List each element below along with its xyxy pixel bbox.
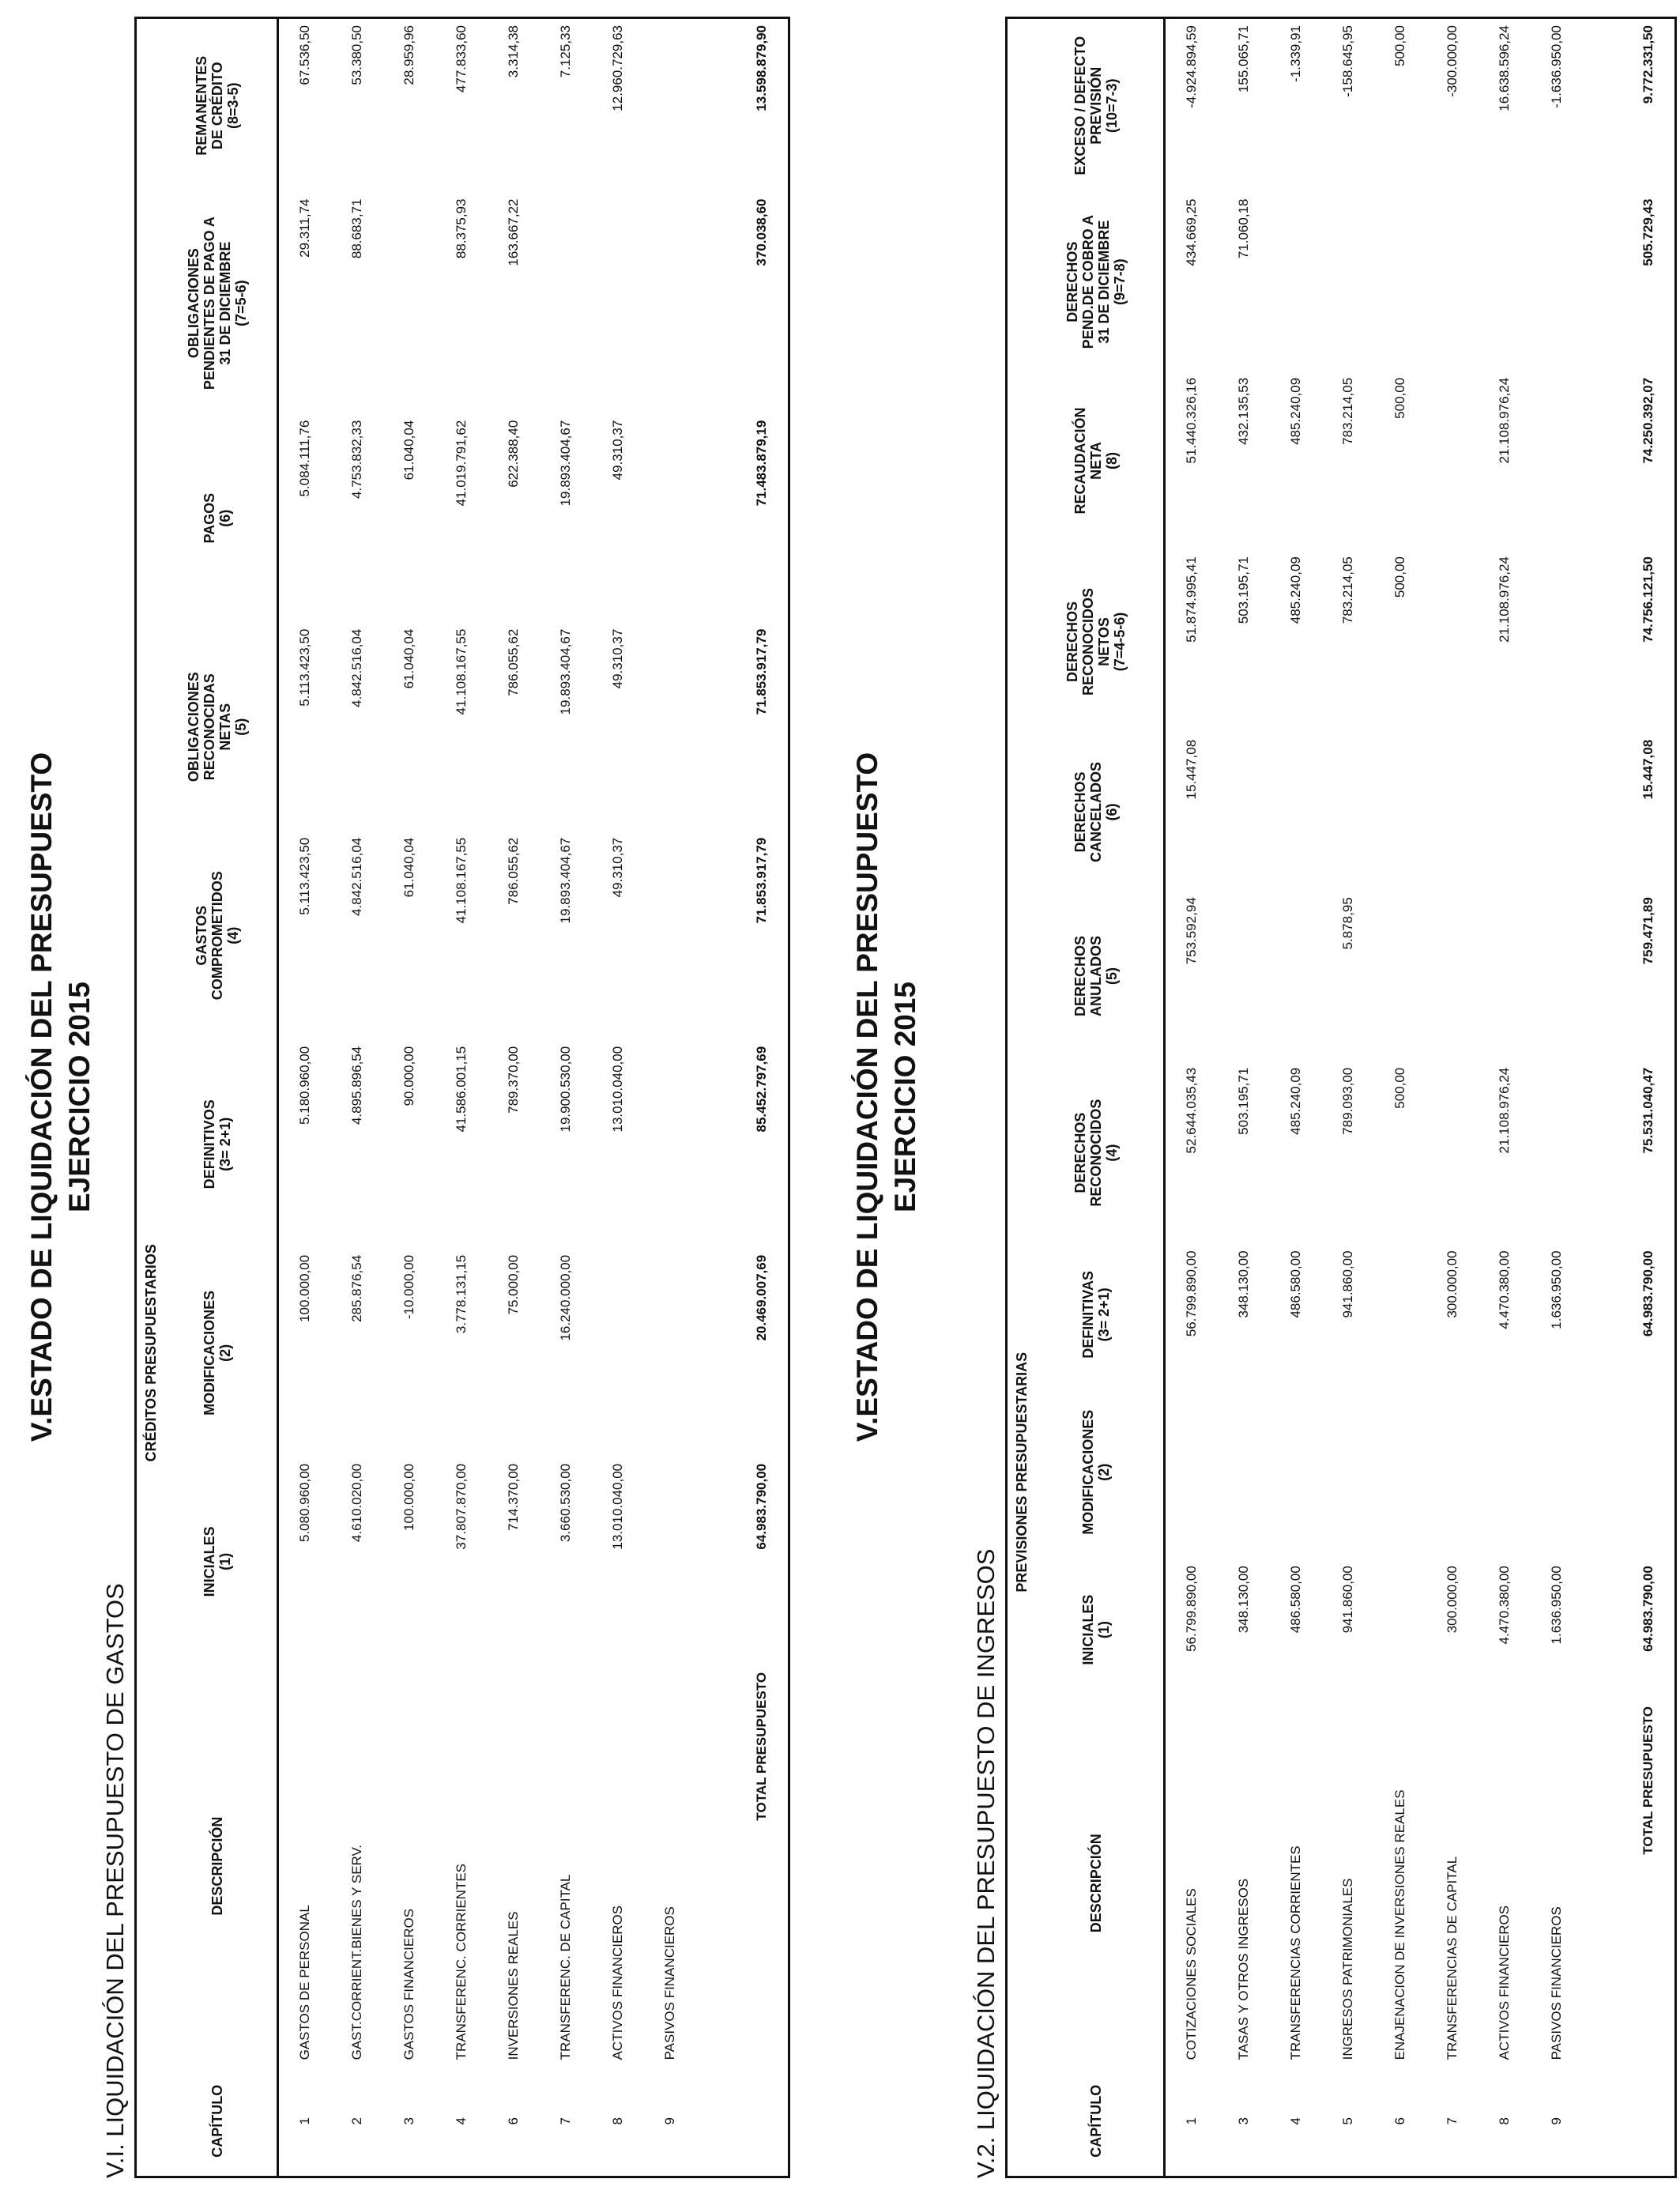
value-cell: -1.339,91 <box>1287 25 1303 82</box>
table-row <box>435 18 488 2177</box>
value-cell: 503.195,71 <box>1235 556 1251 624</box>
descripcion-cell: PASIVOS FINANCIEROS <box>1548 1906 1564 2060</box>
capitulo-cell: 1 <box>296 2117 312 2125</box>
total-value-cell: 71.853.917,79 <box>753 628 769 715</box>
value-cell <box>1374 733 1426 891</box>
capitulo-cell: 4 <box>1287 2117 1303 2125</box>
value-cell <box>1531 891 1583 1061</box>
descripcion-cell: TRANSFERENCIAS DE CAPITAL <box>1444 1856 1460 2060</box>
value-cell: 5.080.960,00 <box>296 1463 312 1543</box>
table-row <box>1270 18 1322 2177</box>
col-cancelados: DERECHOS CANCELADOS (6) <box>1030 733 1164 891</box>
value-cell: 19.900.530,00 <box>557 1046 573 1133</box>
value-cell <box>1531 1385 1583 1559</box>
value-cell: -4.924.894,59 <box>1183 25 1199 108</box>
value-cell: 15.447,08 <box>1183 739 1199 800</box>
gastos-table-body <box>277 18 789 2177</box>
capitulo-cell: 3 <box>401 2117 416 2125</box>
value-cell: 4.470.380,00 <box>1496 1250 1512 1329</box>
value-cell: 477.833,60 <box>453 25 469 93</box>
value-cell: 13.010.040,00 <box>609 1046 625 1133</box>
value-cell <box>644 623 696 831</box>
value-cell <box>1270 891 1322 1061</box>
value-cell: 90.000,00 <box>401 1046 416 1106</box>
value-cell <box>1478 193 1531 371</box>
value-cell: -300.000,00 <box>1444 25 1460 97</box>
value-cell: 3.314,38 <box>505 25 521 78</box>
value-cell <box>1374 1385 1426 1559</box>
capitulo-cell: 2 <box>348 2117 364 2125</box>
value-cell: 56.799.890,00 <box>1183 1566 1199 1652</box>
value-cell: 71.060,18 <box>1235 198 1251 259</box>
value-cell: 789.370,00 <box>505 1046 521 1114</box>
value-cell: 61.040,04 <box>401 628 416 689</box>
value-cell: 21.108.976,24 <box>1496 556 1512 643</box>
table-row <box>1478 18 1531 2177</box>
value-cell <box>1218 891 1270 1061</box>
capitulo-cell: 1 <box>1183 2117 1199 2125</box>
col-capitulo: CAPÍTULO <box>159 2066 277 2177</box>
value-cell <box>592 192 644 413</box>
col-pagos: PAGOS (6) <box>159 414 277 623</box>
gastos-group-header: CRÉDITOS PRESUPUESTARIOS <box>143 1244 159 1462</box>
total-value-cell: 85.452.797,69 <box>753 1046 769 1133</box>
value-cell: 155.065,71 <box>1235 25 1251 93</box>
value-cell: 786.055,62 <box>505 837 521 905</box>
value-cell: 100.000,00 <box>401 1463 416 1531</box>
value-cell: 786.055,62 <box>505 628 521 696</box>
col-descripcion: DESCRIPCIÓN <box>159 1666 277 2067</box>
capitulo-cell: 5 <box>1339 2117 1355 2125</box>
value-cell <box>1374 891 1426 1061</box>
value-cell: 61.040,04 <box>401 420 416 481</box>
descripcion-cell: PASIVOS FINANCIEROS <box>661 1906 677 2060</box>
total-value-cell: 74.250.392,07 <box>1640 377 1656 464</box>
col-modificaciones: MODIFICACIONES (2) <box>1030 1385 1164 1559</box>
value-cell <box>1270 1385 1322 1559</box>
total-value-cell: 505.729,43 <box>1640 198 1656 266</box>
value-cell: 4.470.380,00 <box>1496 1566 1512 1645</box>
total-value-cell: 71.483.879,19 <box>753 420 769 507</box>
col-descripcion: DESCRIPCIÓN <box>1030 1700 1164 2066</box>
value-cell: 49.310,37 <box>609 420 625 481</box>
value-cell: 753.592,94 <box>1183 897 1199 965</box>
value-cell: 53.380,50 <box>348 25 364 85</box>
descripcion-cell: INGRESOS PATRIMONIALES <box>1339 1878 1355 2060</box>
ingresos-subtitle: V.2. LIQUIDACIÓN DEL PRESUPUESTO DE INGRESOS <box>972 1548 1000 2178</box>
value-cell: 88.683,71 <box>348 198 364 259</box>
value-cell: 783.214,05 <box>1339 556 1355 624</box>
value-cell <box>540 192 592 413</box>
value-cell: 503.195,71 <box>1235 1067 1251 1135</box>
value-cell: 485.240,09 <box>1287 1067 1303 1135</box>
value-cell <box>1270 193 1322 371</box>
total-label: TOTAL PRESUPUESTO <box>1640 1706 1656 1855</box>
value-cell <box>1426 733 1478 891</box>
value-cell: 432.135,53 <box>1235 377 1251 445</box>
total-value-cell: 9.772.331,50 <box>1640 25 1656 104</box>
value-cell: 37.807.870,00 <box>453 1463 469 1550</box>
value-cell: 75.000,00 <box>505 1254 521 1315</box>
value-cell: -1.636.950,00 <box>1548 25 1564 108</box>
capitulo-cell: 9 <box>661 2117 677 2125</box>
value-cell: 5.878,95 <box>1339 897 1355 950</box>
value-cell: 4.753.832,33 <box>348 420 364 499</box>
value-cell: 51.440.326,16 <box>1183 377 1199 464</box>
value-cell: 41.108.167,55 <box>453 628 469 715</box>
descripcion-cell: ENAJENACION DE INVERSIONES REALES <box>1392 1789 1407 2060</box>
value-cell: 348.130,00 <box>1235 1250 1251 1318</box>
capitulo-cell: 6 <box>1392 2117 1407 2125</box>
value-cell: 500,00 <box>1392 25 1407 66</box>
value-cell <box>644 18 696 193</box>
value-cell <box>644 414 696 623</box>
value-cell <box>1478 733 1531 891</box>
total-value-cell: 15.447,08 <box>1640 739 1656 800</box>
total-row <box>736 18 789 2177</box>
descripcion-cell: COTIZACIONES SOCIALES <box>1183 1888 1199 2060</box>
value-cell <box>644 192 696 413</box>
value-cell <box>383 192 435 413</box>
value-cell <box>1478 1385 1531 1559</box>
total-value-cell: 64.983.790,00 <box>753 1463 769 1550</box>
value-cell <box>1531 1061 1583 1245</box>
total-value-cell: 71.853.917,79 <box>753 837 769 924</box>
value-cell <box>644 831 696 1040</box>
ingresos-title-line1: V.ESTADO DE LIQUIDACIÓN DEL PRESUPUESTO <box>851 752 883 1442</box>
value-cell <box>1426 193 1478 371</box>
gastos-subtitle: V.I. LIQUIDACIÓN DEL PRESUPUESTO DE GASTOS <box>101 1583 129 2178</box>
col-modificaciones: MODIFICACIONES (2) <box>159 1249 277 1457</box>
value-cell: 485.240,09 <box>1287 556 1303 624</box>
capitulo-cell: 3 <box>1235 2117 1251 2125</box>
value-cell: 41.108.167,55 <box>453 837 469 924</box>
col-capitulo: CAPÍTULO <box>1030 2066 1164 2177</box>
value-cell: 67.536,50 <box>296 25 312 85</box>
descripcion-cell: INVERSIONES REALES <box>505 1911 521 2060</box>
total-value-cell: 64.983.790,00 <box>1640 1566 1656 1652</box>
value-cell <box>592 1249 644 1457</box>
table-row <box>488 18 540 2177</box>
value-cell: 29.311,74 <box>296 198 312 258</box>
total-value-cell: 370.038,60 <box>753 198 769 266</box>
table-row <box>1322 18 1374 2177</box>
value-cell <box>1322 1385 1374 1559</box>
value-cell: 19.893.404,67 <box>557 420 573 507</box>
descripcion-cell: TRANSFERENCIAS CORRIENTES <box>1287 1845 1303 2060</box>
col-definitivas: DEFINITIVAS (3= 2+1) <box>1030 1244 1164 1385</box>
value-cell <box>1426 371 1478 550</box>
value-cell: 941.860,00 <box>1339 1250 1355 1318</box>
ingresos-title-line2: EJERCICIO 2015 <box>889 981 921 1213</box>
value-cell: 13.010.040,00 <box>609 1463 625 1550</box>
value-cell: 4.842.516,04 <box>348 837 364 917</box>
value-cell: 16.240.000,00 <box>557 1254 573 1341</box>
value-cell: 486.580,00 <box>1287 1250 1303 1318</box>
value-cell: 28.959,96 <box>401 25 416 85</box>
value-cell: 3.660.530,00 <box>557 1463 573 1543</box>
spacer-row <box>696 18 736 2177</box>
table-row <box>1374 18 1426 2177</box>
capitulo-cell: 8 <box>1496 2117 1512 2125</box>
value-cell <box>1531 733 1583 891</box>
value-cell: 49.310,37 <box>609 628 625 689</box>
gastos-title-line2: EJERCICIO 2015 <box>63 981 96 1213</box>
table-row <box>1164 18 1218 2177</box>
table-row <box>331 18 383 2177</box>
value-cell: 4.895.896,54 <box>348 1046 364 1125</box>
value-cell <box>1322 193 1374 371</box>
descripcion-cell: TRANSFERENC. CORRIENTES <box>453 1863 469 2060</box>
total-value-cell: 759.471,89 <box>1640 897 1656 965</box>
value-cell: 61.040,04 <box>401 837 416 898</box>
value-cell: 88.375,93 <box>453 198 469 259</box>
value-cell: 622.388,40 <box>505 420 521 488</box>
value-cell: 941.860,00 <box>1339 1566 1355 1634</box>
value-cell <box>1426 1385 1478 1559</box>
value-cell: 500,00 <box>1392 1067 1407 1109</box>
col-obligaciones: OBLIGACIONES RECONOCIDAS NETAS (5) <box>159 623 277 831</box>
value-cell: 485.240,09 <box>1287 377 1303 445</box>
value-cell: 348.130,00 <box>1235 1566 1251 1634</box>
value-cell <box>1531 193 1583 371</box>
value-cell: 7.125,33 <box>557 25 573 78</box>
value-cell: 52.644.035,43 <box>1183 1067 1199 1154</box>
value-cell: -10.000,00 <box>401 1254 416 1320</box>
col-anulados: DERECHOS ANULADOS (5) <box>1030 891 1164 1061</box>
value-cell: 285.876,54 <box>348 1254 364 1322</box>
total-value-cell: 74.756.121,50 <box>1640 556 1656 643</box>
total-value-cell <box>1622 1385 1676 1559</box>
value-cell: 3.778.131,15 <box>453 1254 469 1334</box>
value-cell: 21.108.976,24 <box>1496 377 1512 464</box>
value-cell: 783.214,05 <box>1339 377 1355 445</box>
value-cell: 500,00 <box>1392 556 1407 598</box>
value-cell <box>1374 1244 1426 1385</box>
table-row <box>277 18 331 2177</box>
ingresos-table-body <box>1164 18 1675 2177</box>
descripcion-cell: GAST.CORRIENT.BIENES Y SERV. <box>348 1844 364 2060</box>
value-cell: 300.000,00 <box>1444 1566 1460 1634</box>
value-cell <box>1218 1385 1270 1559</box>
descripcion-cell: TRANSFERENC. DE CAPITAL <box>557 1874 573 2060</box>
descripcion-cell: ACTIVOS FINANCIEROS <box>1496 1905 1512 2060</box>
col-comprometidos: GASTOS COMPROMETIDOS (4) <box>159 831 277 1040</box>
ingresos-group-header: PREVISIONES PRESUPUESTARIAS <box>1014 1351 1030 1593</box>
col-reconocidos: DERECHOS RECONOCIDOS (4) <box>1030 1061 1164 1245</box>
total-value-cell: 13.598.879,90 <box>753 25 769 111</box>
total-label: TOTAL PRESUPUESTO <box>753 1672 769 1821</box>
capitulo-cell: 4 <box>453 2117 469 2125</box>
col-pendientes: OBLIGACIONES PENDIENTES DE PAGO A 31 DE DICIEMBRE (7=5-6) <box>159 192 277 413</box>
value-cell: 434.669,25 <box>1183 198 1199 266</box>
value-cell: 4.842.516,04 <box>348 628 364 707</box>
descripcion-cell: ACTIVOS FINANCIEROS <box>609 1905 625 2060</box>
value-cell <box>1426 550 1478 733</box>
descripcion-cell: GASTOS FINANCIEROS <box>401 1908 416 2060</box>
capitulo-cell: 7 <box>1444 2117 1460 2125</box>
capitulo-cell: 8 <box>609 2117 625 2125</box>
value-cell <box>1478 891 1531 1061</box>
value-cell <box>1164 1385 1218 1559</box>
value-cell <box>1218 733 1270 891</box>
col-iniciales: INICIALES (1) <box>159 1457 277 1666</box>
value-cell <box>644 1457 696 1666</box>
descripcion-cell: TASAS Y OTROS INGRESOS <box>1235 1878 1251 2060</box>
total-value-cell: 20.469.007,69 <box>753 1254 769 1341</box>
spacer-row <box>1583 18 1622 2177</box>
value-cell: 5.180.960,00 <box>296 1046 312 1125</box>
col-remanentes: REMANENTES DE CRÉDITO (8=3-5) <box>159 18 277 193</box>
value-cell: -158.645,95 <box>1339 25 1355 97</box>
capitulo-cell: 6 <box>505 2117 521 2125</box>
value-cell: 41.586.001,15 <box>453 1046 469 1133</box>
table-row <box>540 18 592 2177</box>
value-cell <box>1322 733 1374 891</box>
col-netos: DERECHOS RECONOCIDOS NETOS (7=4-5-6) <box>1030 550 1164 733</box>
value-cell: 1.636.950,00 <box>1548 1566 1564 1645</box>
value-cell: 500,00 <box>1392 377 1407 419</box>
value-cell: 12.960.729,63 <box>609 25 625 111</box>
value-cell <box>1270 733 1322 891</box>
gastos-table <box>134 17 790 2178</box>
col-exceso: EXCESO / DEFECTO PREVISIÓN (10=7-3) <box>1030 18 1164 193</box>
value-cell <box>644 1040 696 1249</box>
value-cell: 300.000,00 <box>1444 1250 1460 1318</box>
value-cell <box>644 1249 696 1457</box>
value-cell: 100.000,00 <box>296 1254 312 1322</box>
value-cell <box>1426 891 1478 1061</box>
ingresos-table <box>1005 17 1677 2178</box>
col-iniciales: INICIALES (1) <box>1030 1559 1164 1700</box>
capitulo-cell: 9 <box>1548 2117 1564 2125</box>
value-cell: 41.019.791,62 <box>453 420 469 507</box>
col-pendientes: DERECHOS PEND.DE COBRO A 31 DE DICIEMBRE (9=7-8) <box>1030 193 1164 371</box>
value-cell: 163.667,22 <box>505 198 521 266</box>
value-cell <box>1531 371 1583 550</box>
value-cell <box>1426 1061 1478 1245</box>
value-cell: 486.580,00 <box>1287 1566 1303 1634</box>
table-row <box>1426 18 1478 2177</box>
value-cell: 714.370,00 <box>505 1463 521 1531</box>
total-row <box>1622 18 1676 2177</box>
value-cell: 56.799.890,00 <box>1183 1250 1199 1337</box>
value-cell <box>1531 550 1583 733</box>
value-cell <box>1374 193 1426 371</box>
col-recaudacion: RECAUDACIÓN NETA (8) <box>1030 371 1164 550</box>
value-cell: 16.638.596,24 <box>1496 25 1512 111</box>
value-cell: 19.893.404,67 <box>557 628 573 715</box>
value-cell: 5.113.423,50 <box>296 628 312 707</box>
table-row <box>592 18 644 2177</box>
table-row <box>1218 18 1270 2177</box>
total-value-cell: 64.983.790,00 <box>1640 1250 1656 1337</box>
value-cell: 49.310,37 <box>609 837 625 898</box>
descripcion-cell: GASTOS DE PERSONAL <box>296 1905 312 2060</box>
value-cell: 4.610.020,00 <box>348 1463 364 1543</box>
value-cell: 19.893.404,67 <box>557 837 573 924</box>
value-cell: 1.636.950,00 <box>1548 1250 1564 1329</box>
col-definitivos: DEFINITIVOS (3= 2+1) <box>159 1040 277 1249</box>
value-cell: 5.113.423,50 <box>296 837 312 915</box>
value-cell: 51.874.995,41 <box>1183 556 1199 643</box>
table-row <box>383 18 435 2177</box>
table-row <box>1531 18 1583 2177</box>
table-row <box>644 18 696 2177</box>
capitulo-cell: 7 <box>557 2117 573 2125</box>
total-value-cell: 75.531.040,47 <box>1640 1067 1656 1154</box>
gastos-title-line1: V.ESTADO DE LIQUIDACIÓN DEL PRESUPUESTO <box>25 752 58 1442</box>
value-cell: 21.108.976,24 <box>1496 1067 1512 1154</box>
value-cell <box>1374 1559 1426 1700</box>
value-cell: 5.084.111,76 <box>296 420 312 497</box>
value-cell: 789.093,00 <box>1339 1067 1355 1135</box>
